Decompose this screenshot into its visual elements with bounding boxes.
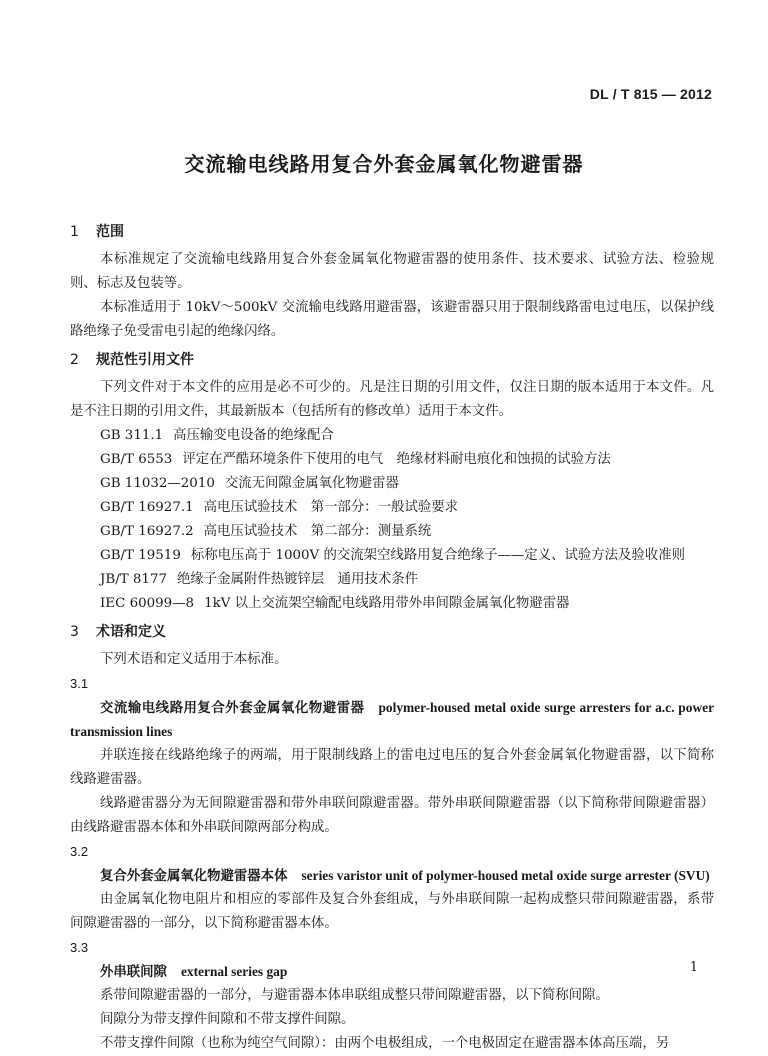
reference-title: 标称电压高于 1000V 的交流架空线路用复合绝缘子——定义、试验方法及验收准则: [190, 548, 685, 563]
document-body: [70, 220, 714, 1056]
term-definition: 不带支撑件间隙（也称为纯空气间隙）：由两个电极组成，一个电极固定在避雷器本体高压端，另: [100, 1036, 670, 1051]
reference-code: JB/T 8177: [100, 572, 167, 587]
term-title-zh: 外串联间隙: [100, 964, 167, 980]
section-title: 规范性引用文件: [96, 352, 194, 368]
term-definition: 系带间隙避雷器的一部分，与避雷器本体串联组成整只带间隙避雷器，以下简称间隙。: [100, 988, 609, 1003]
term-title: [70, 960, 714, 984]
section-title: 术语和定义: [96, 624, 166, 640]
standard-code: DL / T 815 — 2012: [589, 86, 712, 102]
reference-title: 高电压试验技术 第一部分：一般试验要求: [203, 500, 459, 515]
reference-title: 1kV 以上交流架空输配电线路用带外串间隙金属氧化物避雷器: [204, 596, 570, 611]
term-title-en: polymer-housed metal oxide surge arresters for a.c. power transmission lines: [70, 700, 715, 739]
reference-item: [70, 424, 714, 448]
section-title: 范围: [96, 224, 124, 240]
reference-code: GB/T 19519: [100, 548, 181, 563]
term-definition: 由金属氧化物电阻片和相应的零部件及复合外套组成，与外串联间隙一起构成整只带间隙避雷器，系带间隙避雷器的一部分，以下简称避雷器本体。: [70, 892, 714, 931]
reference-title: 绝缘子金属附件热镀锌层 通用技术条件: [177, 572, 419, 587]
reference-code: GB/T 16927.1: [100, 500, 194, 515]
term-title-en: series varistor unit of polymer-housed metal oxide surge arrester (SVU): [301, 868, 710, 883]
scope-paragraph-2: 本标准适用于 10kV～500kV 交流输电线路用避雷器，该避雷器只用于限制线路雷电过电压，以保护线路绝缘子免受雷电引起的绝缘闪络。: [70, 300, 714, 339]
term-title: [70, 696, 714, 744]
page-number: 1: [689, 960, 698, 975]
reference-code: GB/T 6553: [100, 452, 173, 467]
term-title-en: external series gap: [180, 964, 288, 979]
term-definition: 并联连接在线路绝缘子的两端，用于限制线路上的雷电过电压的复合外套金属氧化物避雷器，以下简称线路避雷器。: [70, 748, 714, 787]
reference-item: [70, 496, 714, 520]
reference-code: GB 11032—2010: [100, 476, 215, 491]
section-heading-terms: [70, 620, 714, 644]
document-title: 交流输电线路用复合外套金属氧化物避雷器: [184, 152, 584, 176]
scope-paragraph-1: 本标准规定了交流输电线路用复合外套金属氧化物避雷器的使用条件、技术要求、试验方法、检验规则、标志及包装等。: [70, 252, 714, 291]
term-title-zh: 交流输电线路用复合外套金属氧化物避雷器: [100, 700, 365, 716]
reference-title: 评定在严酷环境条件下使用的电气 绝缘材料耐电痕化和蚀损的试验方法: [182, 452, 611, 467]
section-number: 2: [70, 352, 79, 368]
term-number: 3.3: [70, 940, 89, 955]
term-definition: 间隙分为带支撑件间隙和不带支撑件间隙。: [100, 1012, 355, 1027]
reference-title: 高压输变电设备的绝缘配合: [173, 428, 334, 443]
reference-item: [70, 448, 714, 472]
term-number: 3.2: [70, 844, 89, 859]
reference-title: 高电压试验技术 第二部分：测量系统: [203, 524, 432, 539]
terms-intro: 下列术语和定义适用于本标准。: [100, 652, 288, 667]
reference-item: [70, 592, 714, 616]
reference-item: [70, 544, 714, 568]
reference-code: IEC 60099—8: [100, 596, 195, 611]
term-title: [70, 864, 714, 888]
reference-code: GB/T 16927.2: [100, 524, 194, 539]
reference-item: [70, 568, 714, 592]
section-heading-references: [70, 348, 714, 372]
reference-title: 交流无间隙金属氧化物避雷器: [224, 476, 399, 491]
term-title-zh: 复合外套金属氧化物避雷器本体: [100, 868, 288, 884]
term-definition: 线路避雷器分为无间隙避雷器和带外串联间隙避雷器。带外串联间隙避雷器（以下简称带间隙避雷器）由线路避雷器本体和外串联间隙两部分构成。: [70, 796, 714, 835]
term-number: 3.1: [70, 676, 89, 691]
reference-item: [70, 520, 714, 544]
reference-code: GB 311.1: [100, 428, 164, 443]
references-intro: 下列文件对于本文件的应用是必不可少的。凡是注日期的引用文件，仅注日期的版本适用于本文件。凡是不注日期的引用文件，其最新版本（包括所有的修改单）适用于本文件。: [70, 380, 714, 419]
reference-item: [70, 472, 714, 496]
section-heading-scope: [70, 220, 714, 244]
section-number: 3: [70, 624, 79, 640]
section-number: 1: [70, 224, 79, 240]
